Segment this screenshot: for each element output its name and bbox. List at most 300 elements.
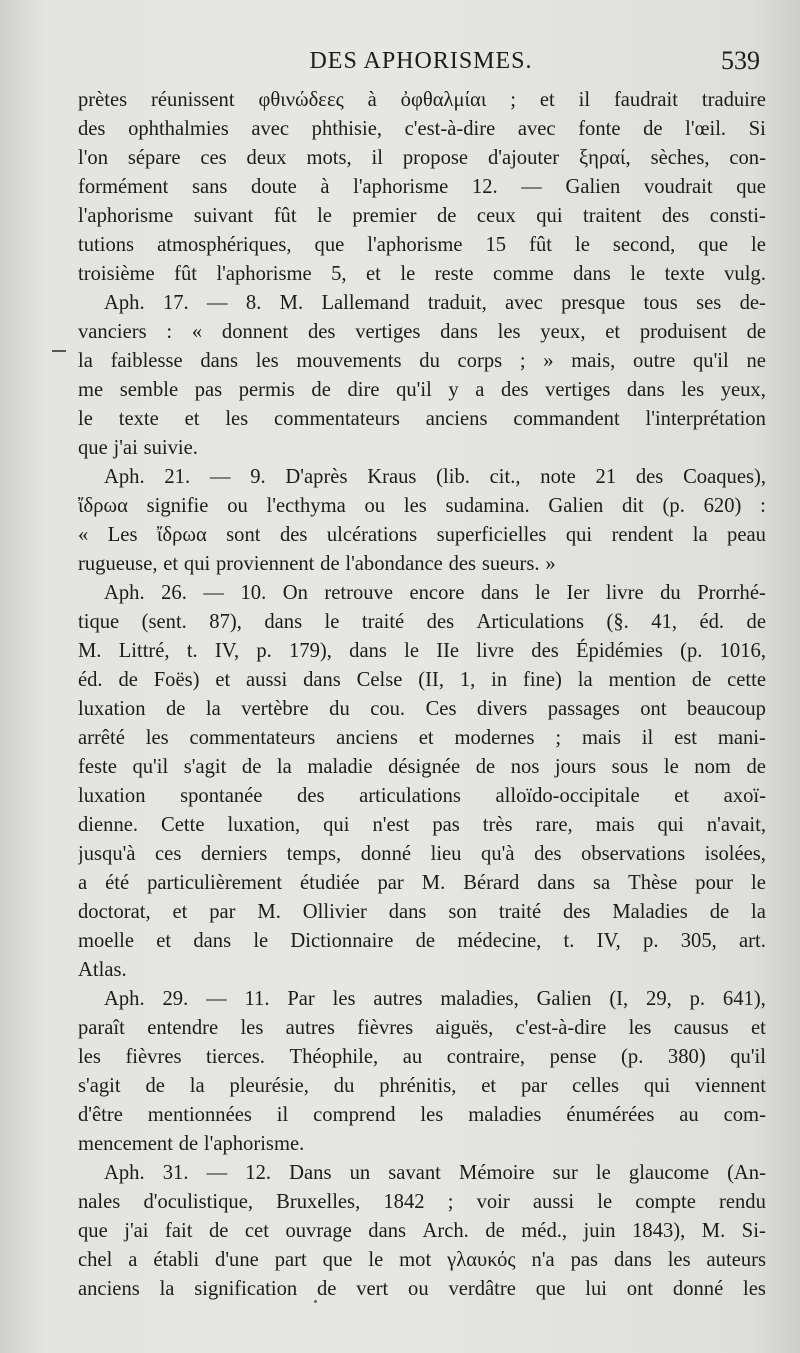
word: ces [155,843,182,865]
text-line [78,753,766,782]
word: l'œil. [685,118,727,140]
word: j'ai [113,437,138,459]
word: Théophile, [289,1046,379,1068]
word: mani- [717,727,766,749]
word: traduit, [427,292,487,314]
word: entendre [147,1017,219,1039]
word: phrénitis, [379,1075,457,1097]
word: des [661,205,690,227]
word: (An- [727,1162,766,1184]
text-line [78,86,766,115]
word: 380) [667,1046,706,1068]
word: permis [238,379,295,401]
text-line [78,144,766,173]
word: commentateurs [274,408,400,430]
word: particulièrement [147,872,283,894]
word: éd. [78,669,103,691]
word: l'abondance [345,553,443,575]
word: luxation [78,698,146,720]
word: sur [552,1162,578,1184]
text-line [78,869,766,898]
word: proviennent [216,553,315,575]
word: Kraus [367,466,417,488]
word: atmosphériques, [157,234,292,256]
word: « [78,524,89,546]
word: Littré, [118,640,170,662]
word: le [324,611,340,633]
word: 87), [209,611,242,633]
word: me [78,379,104,401]
word: étudiée [300,872,360,894]
word: Bruxelles, [276,1191,361,1213]
word: nales [78,1191,121,1213]
word: prètes [78,89,128,111]
word: ἴδρωα [156,524,207,546]
word: ont [626,1278,654,1300]
word: il [578,89,591,111]
word: Prorrhé- [697,582,766,604]
word: été [105,872,130,894]
word: ; [510,89,516,111]
word: dans [200,350,239,372]
word: superficielles [436,524,547,546]
word: au [402,1046,423,1068]
running-head: DES APHORISMES. [309,48,533,74]
word: c'est-à-dire [404,118,496,140]
page-header [78,44,764,80]
word: (II, [418,669,445,691]
word: (p. [680,640,703,662]
word: dans [303,669,341,691]
word: désignée [388,756,461,778]
word: à [367,89,377,111]
page-number: 539 [721,46,760,75]
word: p. [689,988,706,1010]
word: fine) [523,669,562,691]
word: Lallemand [321,292,410,314]
word: les [145,727,169,749]
word: produisent [639,321,727,343]
word: de [746,611,766,633]
word: lieu [430,843,462,865]
word: des [448,553,477,575]
word: que [314,234,345,256]
word: ceux [476,205,516,227]
text-line [78,1246,766,1275]
word: 41, [651,611,678,633]
word: γλαυκός [447,1249,516,1271]
word: avec [251,118,290,140]
word: dans [388,901,427,923]
word: avec [505,292,543,314]
word: 179), [289,640,332,662]
word: n'a [531,1249,555,1271]
word: et [366,263,381,285]
word: presque [561,292,626,314]
word: des [426,611,455,633]
word: M. [421,872,446,894]
word: con- [729,147,766,169]
word: premier [352,205,417,227]
word: φθινώδεες [258,89,344,111]
word: contraire, [446,1046,526,1068]
word: cet [244,1220,269,1242]
word: médecine, [457,930,542,952]
word: signifie [146,495,209,517]
word: luxation, [227,814,301,836]
word: l'aphorisme [353,176,449,198]
word: et [163,553,179,575]
word: Dictionnaire [290,930,394,952]
word: commentateurs [189,727,316,749]
word: d'une [215,1249,259,1271]
word: du [660,582,681,604]
word: fait [165,1220,193,1242]
word: le [535,582,550,604]
text-line [78,579,766,608]
word: p. [643,930,659,952]
word: fût [273,205,297,227]
word: livre [605,582,644,604]
word: (p. [621,1046,644,1068]
word: qu'il [693,350,729,372]
word: texte [118,408,159,430]
word: 31. [162,1162,189,1184]
word: la [577,669,593,691]
word: du [333,1075,355,1097]
word: s'agit [183,756,227,778]
word: suivie. [143,437,198,459]
word: fonte [578,118,621,140]
word: les [420,1104,444,1126]
word: jusqu'à [78,843,136,865]
word: 12. [471,176,498,198]
word: des [563,901,591,923]
word: Aph. [104,466,145,488]
word: son [448,901,477,923]
word: : [760,495,766,517]
word: 641), [722,988,766,1010]
word: le [630,263,646,285]
word: aussi [532,1191,575,1213]
word: a [475,379,485,401]
word: mot [399,1249,432,1271]
word: 9. [250,466,266,488]
text-line [78,724,766,753]
word: il [641,727,654,749]
word: troisième [78,263,155,285]
word: dit [622,495,644,517]
word: nos [510,756,540,778]
word: — [209,466,231,488]
word: mais [595,814,635,836]
word: que [78,437,108,459]
word: d'être [78,1104,123,1126]
word: et [751,1017,766,1039]
word: la [189,1075,205,1097]
word: sa [592,872,611,894]
word: qu'il [132,756,169,778]
word: ont [640,698,667,720]
word: spontanée [180,785,263,807]
word: sudamina. [445,495,530,517]
word: qui [183,553,211,575]
word: dienne. [78,814,139,836]
word: sépare [127,147,181,169]
word: qu'il [396,379,432,401]
word: mots, [306,147,352,169]
word: ces [200,147,227,169]
word: anciens [336,727,398,749]
word: le [253,930,269,952]
word: les [332,988,356,1010]
word: et [481,1075,497,1097]
text-line [78,985,766,1014]
word: auteurs [706,1249,766,1271]
word: le [317,205,332,227]
word: fût [529,234,552,256]
word: le [595,1162,611,1184]
word: aussi [246,669,288,691]
word: par [377,872,404,894]
word: des [534,843,562,865]
text-line [78,260,766,289]
word: les [240,1017,264,1039]
word: de [436,205,457,227]
word: que [736,176,766,198]
word: suivant [193,205,254,227]
word: observations [581,843,686,865]
word: retrouve [324,582,393,604]
word: de [709,901,730,923]
margin-mark [52,350,66,352]
word: beaucoup [687,698,766,720]
word: ouvrage [285,1220,352,1242]
word: du [419,350,440,372]
word: 620) [703,495,742,517]
word: le [597,1191,613,1213]
word: les [497,321,521,343]
word: que [78,1220,108,1242]
word: tique [78,611,120,633]
word: Aph. [104,292,145,314]
word: par [521,1075,548,1097]
text-line [78,231,766,260]
word: Celse [356,669,403,691]
word: 1842 [383,1191,425,1213]
word: l'on [78,147,109,169]
word: texte [664,263,705,285]
word: la [751,901,766,923]
word: et [215,669,231,691]
text-line [78,434,766,463]
word: (sent. [141,611,187,633]
word: semble [119,379,179,401]
word: les [667,1249,691,1271]
word: de [208,1220,229,1242]
text-line [78,1159,766,1188]
word: ἴδρωα [78,495,128,517]
text-line [78,1275,766,1304]
word: Si- [741,1220,766,1242]
text-line [78,840,766,869]
word: de [746,756,766,778]
word: voudrait [643,176,713,198]
word: autres [285,1017,335,1039]
word: sèches, [650,147,710,169]
word: à [320,176,330,198]
word: de [415,930,436,952]
word: anciens [78,1278,140,1300]
word: chel [78,1249,113,1271]
word: de [643,118,663,140]
word: des [78,118,106,140]
word: les [743,1278,766,1300]
word: art. [738,930,766,952]
word: j'ai [124,1220,149,1242]
word: aiguës, [435,1017,494,1039]
word: mention [608,669,676,691]
word: ophthalmies [128,118,229,140]
text-line [78,1101,766,1130]
word: » [543,350,554,372]
word: IV, [596,930,621,952]
word: ne [746,350,766,372]
word: 1016, [719,640,766,662]
word: Mémoire [459,1162,535,1184]
word: par [209,901,236,923]
word: n'est [372,814,410,836]
word: 11. [244,988,270,1010]
word: M. [701,1220,726,1242]
word: peau [727,524,766,546]
word: celles [572,1075,620,1097]
word: maladies, [440,988,519,1010]
word: et [156,930,172,952]
word: des [308,321,336,343]
word: D'après [285,466,348,488]
word: juin [583,1220,616,1242]
text-line [78,898,766,927]
word: articulations [359,785,461,807]
word: ulcérations [326,524,418,546]
word: temps, [286,843,342,865]
word: pense [549,1046,597,1068]
word: de- [739,292,766,314]
word: deux [246,147,287,169]
word: » [545,553,556,575]
text-line [78,608,766,637]
word: p. [256,640,272,662]
word: fièvres [125,1046,182,1068]
word: — [206,988,227,1010]
word: verdâtre [448,1278,516,1300]
word: cit., [489,466,521,488]
word: de [241,756,262,778]
word: ou [408,1278,429,1300]
word: Coaques), [683,466,766,488]
word: avec [517,118,556,140]
word: le [751,234,766,256]
word: Ier [566,582,590,604]
word: traduire [701,89,766,111]
word: qui [323,814,350,836]
word: sont [226,524,261,546]
word: y [448,379,459,401]
word: donnent [221,321,289,343]
word: traité [361,611,405,633]
word: l'ecthyma [266,495,346,517]
word: ξηραί, [579,147,631,169]
word: a [128,1249,138,1271]
word: les [225,408,249,430]
word: un [349,1162,371,1184]
word: l'interprétation [645,408,766,430]
word: les [681,379,705,401]
word: dans [368,1220,407,1242]
word: M. [257,901,281,923]
word: qu'à [481,843,515,865]
word: mentionnées [147,1104,252,1126]
word: des [297,785,325,807]
word: n'avait, [706,814,766,836]
word: part [274,1249,307,1271]
text-line [78,782,766,811]
word: Thèse [628,872,678,894]
word: doute [251,176,297,198]
word: Dans [289,1162,332,1184]
word: faudrait [613,89,678,111]
word: de [691,669,712,691]
word: que [698,234,728,256]
word: sans [191,176,228,198]
word: IIe [436,640,460,662]
text-line [78,956,766,985]
word: causus [673,1017,729,1039]
word: vert [356,1278,389,1300]
body-text [78,86,766,1304]
text-line [78,347,766,376]
word: de [145,1075,165,1097]
word: On [282,582,308,604]
word: luxation [78,785,146,807]
word: Bérard [463,872,520,894]
word: la [205,698,221,720]
word: arrêté [78,727,125,749]
text-line [78,1043,766,1072]
word: Galien [548,495,604,517]
word: Articulations [476,611,585,633]
word: ou [227,495,248,517]
word: très [482,814,513,836]
word: de [311,379,331,401]
word: Foës) [153,669,200,691]
word: dans [626,379,665,401]
word: de [178,1133,199,1155]
word: le [404,640,419,662]
word: pas [432,814,460,836]
word: « [191,321,203,343]
word: propose [402,147,469,169]
word: le [575,234,590,256]
text-line [78,927,766,956]
word: t. [563,930,575,952]
word: Épidémies [575,640,663,662]
word: traité [498,901,542,923]
word: 17. [162,292,189,314]
word: jours [554,756,597,778]
word: faiblesse [110,350,183,372]
